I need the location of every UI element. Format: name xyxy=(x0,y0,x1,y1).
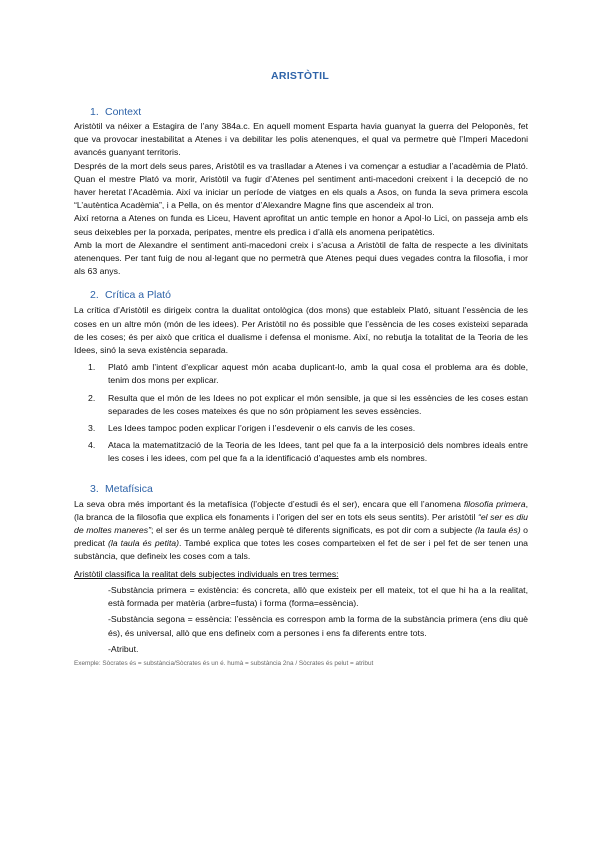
paragraph: Així retorna a Atenes on funda es Liceu, Havent aprofitat un antic temple en honor a Apol·lo Lici, on passeja amb els seus deixebles per la porxada, peripates, mentre els predica i d’allà els anomena peripatètics. xyxy=(74,213,528,237)
term-item: -Atribut. xyxy=(108,643,139,654)
term-item: -Substància segona = essència: l’essència es correspon amb la forma de la substància primera (ens diu què és), és universal, allò que ens defineix com a persones i ens fa diferents entre tots. xyxy=(108,614,528,638)
list-item: 2. Resulta que el món de les Idees no pot explicar el món sensible, ja que si les essències de les coses estan separades de les coses mateixes és que no són pròpiament les seves essències. xyxy=(88,392,528,416)
list-item: 3. Les Idees tampoc poden explicar l’origen i l’esdevenir o els canvis de les coses. xyxy=(88,423,416,434)
section-context xyxy=(74,106,528,278)
numbered-list xyxy=(74,361,528,465)
terms-list xyxy=(108,584,528,656)
paragraph: Aristòtil va néixer a Estagira de l’any 384a.c. En aquell moment Esparta havia guanyat la guerra del Peloponès, fet que va provocar inestabilitat a Atenes i va debilitar les polis atenenques, el qual va permetre què l’Imperi Macedoni avancés guanyant territoris. xyxy=(74,121,528,158)
list-item: 4. Ataca la matematització de la Teoria de les Idees, tant pel que fa a la interposició dels nombres ideals entre les coses i les idees, com pel que fa a la identificació d’aquestes amb els nombres. xyxy=(88,440,528,464)
section-metafisica xyxy=(74,483,528,669)
paragraph: La crítica d’Aristòtil es dirigeix contra la dualitat ontològica (dos mons) que estableix Plató, situant l’essència de les coses en un altre món (món de les idees). Per Aristòtil no és possible que l’essència de les coses existeixi separada de les coses; és per això que critica el dualisme i defensa el monisme. Així, no rebutja la totalitat de la Teoria de les Idees, sinó la seva existència separada. xyxy=(74,305,528,356)
paragraph: Després de la mort dels seus pares, Aristòtil es va traslladar a Atenes i va començar a estudiar a l’acadèmia de Plató. Quan el mestre Plató va morir, Aristòtil va fugir d’Atenes pel sentiment anti-macedoni creixent i la decepció de no haver heretat l’Acadèmia. Així va iniciar un període de viatges en els quals a Asos, on funda la seva primera escola “L’autèntica Acadèmia”, i a Pella, on és mentor d’Alexandre Magne fins que ascendeix al tron. xyxy=(74,160,528,211)
example-note: Exemple: Sòcrates és = substància/Sòcrates és un é. humà = substància 2na / Sòcrates és pelut = atribut xyxy=(74,659,374,667)
page-title: ARISTÒTIL xyxy=(270,70,330,82)
term-item: -Substància primera = existència: és concreta, allò que existeix per ell mateix, tot el que hi ha a la realitat, està formada per matèria (arbre=fusta) i forma (forma=essència). xyxy=(108,584,528,609)
classification-heading: Aristòtil classifica la realitat dels subjectes individuals en tres termes: xyxy=(74,568,339,579)
paragraph: Amb la mort de Alexandre el sentiment anti-macedoni creix i s’acusa a Aristòtil de falta de respecte a les divinitats atenenques. Per tant fuig de nou al·legant que no permetrà que Atenes pequi dues vegades contra la filosofia, i mor als 63 anys. xyxy=(74,239,528,277)
document-body xyxy=(74,106,528,669)
section-heading: 2. Crítica a Plató xyxy=(90,289,171,302)
list-item: 1. Plató amb l’intent d’explicar aquest món acaba duplicant-lo, amb la qual cosa el problema ara és doble, tenim dos mons per explicar. xyxy=(88,362,528,386)
section-critica xyxy=(74,289,528,465)
paragraph: La seva obra més important és la metafísica (l’objecte d’estudi és el ser), encara que ell l’anomena filosofia primera, (la branca de la filosofia que explica els fonaments i l’origen del ser en tots els seus sentits). Per aristòtil “el ser es diu de moltes maneres”; el ser és un terme anàleg perquè té diferents significats, es pot dir com a subjecte (la taula és) o predicat (la taula és petita). També explica que totes les coses comparteixen el fet de ser i pel fet de ser tenen una substància, que defineix les coses com a tals. xyxy=(74,498,528,562)
section-heading: 3. Metafísica xyxy=(90,482,153,495)
section-heading: 1. Context xyxy=(90,106,142,118)
